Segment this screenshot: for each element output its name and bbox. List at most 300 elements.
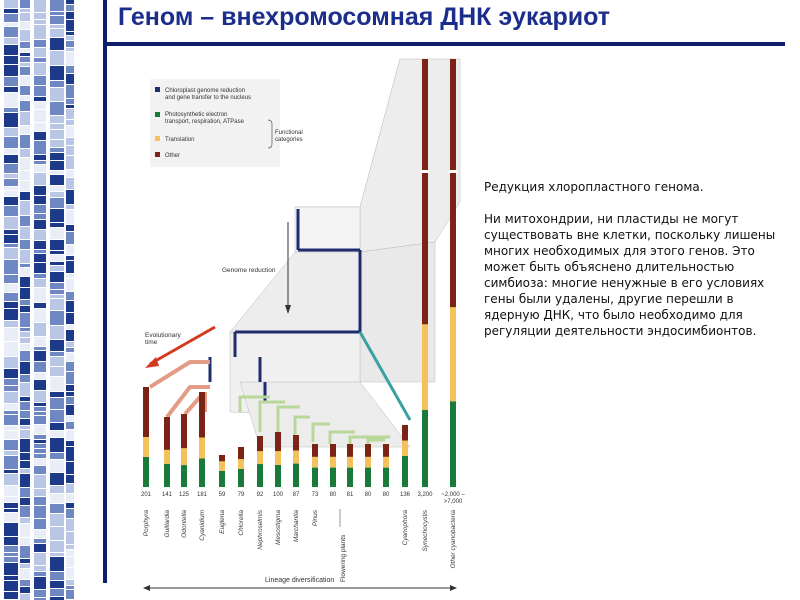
- barcode-band: [66, 462, 74, 474]
- barcode-band: [4, 77, 18, 86]
- barcode-band: [4, 0, 18, 8]
- barcode-band: [34, 403, 46, 406]
- barcode-band: [20, 63, 30, 66]
- barcode-band: [66, 557, 74, 567]
- barcode-band: [66, 0, 74, 4]
- barcode-band: [34, 196, 46, 204]
- barcode-band: [66, 503, 74, 508]
- barcode-band: [66, 225, 74, 231]
- gene-bar-segment: [347, 457, 353, 468]
- barcode-band: [66, 48, 74, 51]
- barcode-band: [50, 460, 64, 472]
- gene-count-label: 81: [346, 492, 354, 498]
- barcode-band: [34, 590, 46, 597]
- barcode-band: [50, 299, 64, 310]
- gene-bar-segment: [402, 456, 408, 487]
- barcode-band: [34, 220, 46, 229]
- body-paragraph-main: Ни митохондрии, ни пластиды не могут существовать вне клетки, поскольку лишены многих необходимых для этого генов. Это может быть объяснено длительностью симбиоза: многие ненужные в его условиях гены были удалены, другие перешли в ядерную ДНК, что было необходимо для регуляции деятельности эндосимбионтов.: [484, 212, 776, 338]
- barcode-band: [66, 66, 74, 73]
- legend-swatch-chloroplast: [155, 87, 160, 92]
- barcode-band: [20, 0, 30, 8]
- barcode-band: [66, 20, 74, 31]
- barcode-band: [34, 449, 46, 453]
- barcode-band: [20, 453, 30, 460]
- barcode-band: [4, 187, 18, 190]
- barcode-band: [34, 40, 46, 47]
- barcode-band: [50, 527, 64, 540]
- barcode-band: [20, 240, 30, 249]
- barcode-band: [34, 459, 46, 465]
- gene-bar-segment: [450, 59, 456, 307]
- barcode-band: [50, 266, 64, 271]
- barcode-band: [34, 97, 46, 101]
- barcode-band: [66, 494, 74, 502]
- barcode-band: [66, 41, 74, 47]
- barcode-band: [20, 126, 30, 134]
- barcode-band: [20, 268, 30, 276]
- gene-count-label: 181: [196, 492, 208, 498]
- gene-bar-segment: [219, 461, 225, 471]
- barcode-band: [20, 76, 30, 85]
- barcode-band: [66, 342, 74, 347]
- barcode-band: [50, 81, 64, 87]
- barcode-band: [66, 330, 74, 341]
- gene-bar-segment: [293, 451, 299, 464]
- barcode-band: [50, 283, 64, 289]
- barcode-band: [34, 186, 46, 195]
- barcode-band: [66, 362, 74, 371]
- barcode-band: [20, 216, 30, 226]
- barcode-band: [66, 52, 74, 65]
- barcode-band: [4, 149, 18, 154]
- taxon-name-label: Other cyanobacteria: [450, 510, 457, 569]
- barcode-band: [50, 541, 64, 552]
- barcode-band: [50, 223, 64, 227]
- legend-label-other: Other: [165, 153, 181, 159]
- barcode-band: [4, 440, 18, 450]
- barcode-band: [34, 132, 46, 140]
- gene-count-labels: [141, 492, 465, 505]
- barcode-band: [4, 411, 18, 414]
- barcode-band: [4, 248, 18, 259]
- axis-arrowhead-right: [450, 585, 457, 591]
- barcode-band: [34, 416, 46, 424]
- gene-count-label: 80: [382, 492, 390, 498]
- gene-bar-segment: [199, 438, 205, 459]
- barcode-band: [4, 113, 18, 127]
- barcode-band: [66, 245, 74, 255]
- gene-bar-segment: [312, 457, 318, 468]
- barcode-band: [66, 210, 74, 224]
- barcode-band: [50, 504, 64, 513]
- gene-count-label: 79: [237, 492, 245, 498]
- barcode-band: [66, 509, 74, 518]
- barcode-band: [20, 564, 30, 568]
- gene-bar-segment: [181, 448, 187, 465]
- barcode-band: [66, 32, 74, 35]
- barcode-band: [34, 351, 46, 361]
- barcode-band: [50, 116, 64, 123]
- gene-bar-segment: [365, 468, 371, 487]
- barcode-band: [34, 454, 46, 458]
- barcode-band: [50, 140, 64, 147]
- barcode-band: [66, 590, 74, 599]
- barcode-band: [66, 156, 74, 169]
- barcode-band: [20, 362, 30, 374]
- barcode-band: [66, 205, 74, 209]
- barcode-band: [20, 227, 30, 239]
- barcode-band: [66, 109, 74, 119]
- barcode-band: [34, 241, 46, 249]
- barcode-band: [34, 530, 46, 538]
- barcode-band: [34, 489, 46, 496]
- barcode-band: [20, 587, 30, 593]
- barcode-band: [50, 175, 64, 185]
- barcode-band: [34, 519, 46, 529]
- barcode-band: [66, 550, 74, 556]
- barcode-band: [66, 12, 74, 19]
- dna-barcode-strip: [0, 0, 75, 600]
- barcode-band: [20, 506, 30, 517]
- barcode-band: [4, 27, 18, 37]
- barcode-band: [66, 178, 74, 189]
- gene-count-label: 125: [178, 492, 190, 498]
- taxon-name-label: Synechocystis: [422, 510, 429, 552]
- barcode-band: [50, 367, 64, 376]
- barcode-band: [20, 67, 30, 75]
- bar-break-mark: [421, 170, 429, 173]
- gene-bar-segment: [219, 471, 225, 487]
- gene-count-label: 136: [399, 492, 411, 498]
- barcode-band: [50, 209, 64, 222]
- barcode-band: [50, 161, 64, 170]
- gene-count-label: ~2,000 – >7,000: [441, 492, 465, 505]
- flowering-plants-label: Flowering plants: [340, 534, 347, 582]
- barcode-band: [4, 302, 18, 308]
- gene-bar-segment: [143, 437, 149, 457]
- barcode-band: [66, 313, 74, 324]
- barcode-band: [34, 506, 46, 518]
- barcode-band: [4, 197, 18, 205]
- taxon-name-label: Chlorella: [238, 510, 245, 536]
- legend-label-chloroplast: Chloroplast genome reduction and gene transfer to the nucleus: [165, 88, 252, 101]
- barcode-band: [50, 423, 64, 430]
- barcode-band: [50, 311, 64, 325]
- barcode-band: [50, 494, 64, 503]
- axis-arrowhead-left: [143, 585, 150, 591]
- barcode-band: [4, 87, 18, 92]
- barcode-band: [4, 503, 18, 508]
- barcode-band: [50, 66, 64, 80]
- legend-group-label: Functional categories: [275, 130, 303, 143]
- barcode-band: [66, 256, 74, 260]
- barcode-band: [20, 250, 30, 263]
- barcode-band: [4, 93, 18, 107]
- gene-bar-segment: [365, 457, 371, 468]
- barcode-band: [50, 486, 64, 493]
- barcode-band: [50, 514, 64, 526]
- barcode-band: [20, 22, 30, 29]
- barcode-band: [4, 217, 18, 229]
- barcode-band: [50, 153, 64, 160]
- gene-bar-segment: [219, 455, 225, 461]
- barcode-band: [66, 475, 74, 483]
- barcode-band: [34, 161, 46, 164]
- barcode-band: [34, 263, 46, 273]
- barcode-band: [4, 474, 18, 485]
- barcode-band: [34, 440, 46, 443]
- barcode-band: [4, 456, 18, 469]
- barcode-band: [4, 128, 18, 136]
- barcode-band: [20, 488, 30, 497]
- barcode-band: [34, 444, 46, 448]
- barcode-band: [34, 288, 46, 302]
- taxon-name-label: Guillardia: [164, 510, 171, 538]
- barcode-band: [34, 173, 46, 185]
- barcode-band: [66, 301, 74, 312]
- barcode-band: [66, 146, 74, 155]
- evolutionary-time-label: Evolutionary time: [145, 332, 181, 346]
- gene-bar-segment: [257, 451, 263, 464]
- barcode-band: [4, 426, 18, 430]
- barcode-band: [50, 589, 64, 596]
- barcode-band: [66, 519, 74, 531]
- barcode-band: [34, 435, 46, 439]
- barcode-band: [34, 155, 46, 160]
- barcode-band: [50, 38, 64, 50]
- gene-bar-segment: [293, 435, 299, 451]
- gene-count-label: 201: [140, 492, 152, 498]
- barcode-band: [34, 373, 46, 379]
- barcode-band: [20, 594, 30, 600]
- barcode-band: [4, 386, 18, 391]
- barcode-band: [50, 240, 64, 250]
- gene-bar-segment: [365, 444, 371, 457]
- barcode-band: [20, 101, 30, 111]
- barcode-band: [34, 309, 46, 322]
- barcode-band: [66, 430, 74, 440]
- barcode-band: [34, 58, 46, 62]
- gene-bar-segment: [199, 392, 205, 438]
- barcode-band: [20, 469, 30, 473]
- gene-count-label: 87: [292, 492, 300, 498]
- barcode-band: [34, 497, 46, 505]
- barcode-band: [20, 288, 30, 299]
- barcode-band: [34, 362, 46, 372]
- gene-count-label: 100: [272, 492, 284, 498]
- barcode-band: [20, 49, 30, 52]
- barcode-band: [66, 5, 74, 11]
- gene-bar-segment: [312, 444, 318, 457]
- barcode-band: [50, 12, 64, 15]
- barcode-band: [4, 392, 18, 403]
- barcode-band: [20, 474, 30, 487]
- barcode-band: [20, 397, 30, 401]
- barcode-band: [4, 553, 18, 556]
- barcode-band: [34, 475, 46, 488]
- gene-bar-segment: [257, 436, 263, 451]
- taxon-name-label: Euglena: [219, 510, 226, 534]
- barcode-band: [20, 426, 30, 429]
- barcode-band: [50, 295, 64, 298]
- barcode-band: [4, 191, 18, 196]
- barcode-band: [50, 557, 64, 571]
- taxon-name-label: Cyanophora: [402, 510, 409, 546]
- gene-count-label: 80: [329, 492, 337, 498]
- barcode-band: [4, 275, 18, 283]
- barcode-band: [4, 260, 18, 274]
- barcode-band: [4, 576, 18, 580]
- gene-bar-segment: [383, 444, 389, 457]
- barcode-band: [20, 538, 30, 545]
- barcode-band: [34, 380, 46, 390]
- barcode-band: [66, 447, 74, 461]
- barcode-band: [20, 9, 30, 12]
- barcode-band: [4, 431, 18, 439]
- barcode-band: [66, 545, 74, 549]
- barcode-band: [50, 0, 64, 11]
- barcode-band: [20, 419, 30, 425]
- barcode-band: [50, 130, 64, 139]
- gene-bar-segment: [164, 450, 170, 464]
- barcode-band: [4, 309, 18, 320]
- barcode-band: [66, 568, 74, 579]
- barcode-band: [4, 379, 18, 385]
- barcode-band: [20, 86, 30, 95]
- barcode-band: [50, 25, 64, 28]
- barcode-band: [34, 539, 46, 543]
- gene-bar-segment: [143, 387, 149, 437]
- barcode-band: [34, 347, 46, 350]
- legend-label-photosynthetic: Photosynthetic electron transport, respiration, ATPase: [165, 112, 244, 125]
- barcode-band: [4, 486, 18, 496]
- barcode-band: [4, 415, 18, 425]
- legend-swatch-translation: [155, 136, 160, 141]
- gene-bar-segment: [275, 432, 281, 451]
- barcode-band: [20, 149, 30, 157]
- barcode-band: [4, 179, 18, 186]
- barcode-band: [66, 372, 74, 384]
- barcode-band: [66, 170, 74, 177]
- barcode-band: [4, 451, 18, 455]
- barcode-band: [4, 174, 18, 178]
- slide-title: Геном – внехромосомная ДНК эукариот: [118, 3, 611, 31]
- legend-swatch-photosynthetic: [155, 112, 160, 117]
- gene-bar-segment: [238, 447, 244, 459]
- barcode-band: [34, 577, 46, 589]
- barcode-band: [4, 244, 18, 247]
- barcode-band: [4, 369, 18, 378]
- barcode-band: [66, 274, 74, 278]
- barcode-band: [50, 124, 64, 129]
- barcode-band: [34, 123, 46, 131]
- gene-bar-segment: [347, 468, 353, 487]
- barcode-band: [34, 48, 46, 57]
- barcode-band: [50, 192, 64, 197]
- gene-count-label: 59: [218, 492, 226, 498]
- legend-swatch-other: [155, 152, 160, 157]
- taxon-name-label: Nephroselmis: [257, 510, 264, 550]
- barcode-band: [34, 544, 46, 552]
- barcode-band: [50, 148, 64, 152]
- barcode-band: [4, 321, 18, 327]
- barcode-band: [20, 411, 30, 418]
- barcode-band: [66, 85, 74, 98]
- barcode-band: [20, 344, 30, 350]
- gene-bar-segment: [383, 457, 389, 468]
- barcode-band: [20, 42, 30, 48]
- barcode-band: [4, 23, 18, 26]
- barcode-band: [4, 513, 18, 522]
- gene-bar-segment: [164, 417, 170, 450]
- barcode-band: [66, 99, 74, 104]
- barcode-band: [34, 0, 46, 12]
- barcode-band: [34, 76, 46, 85]
- gene-bar-segment: [450, 401, 456, 487]
- barcode-band: [4, 284, 18, 292]
- barcode-band: [20, 498, 30, 505]
- gene-bar-segment: [402, 425, 408, 441]
- barcode-band: [20, 546, 30, 558]
- taxon-name-labels: [143, 509, 457, 568]
- barcode-band: [4, 293, 18, 301]
- barcode-band: [50, 186, 64, 191]
- barcode-band: [50, 262, 64, 265]
- barcode-band: [66, 416, 74, 421]
- barcode-band: [34, 391, 46, 402]
- barcode-band: [50, 255, 64, 261]
- gene-bar-segment: [257, 464, 263, 487]
- barcode-band: [66, 532, 74, 544]
- barcode-band: [4, 404, 18, 410]
- barcode-band: [4, 38, 18, 44]
- gene-bar-segment: [450, 307, 456, 401]
- barcode-band: [66, 105, 74, 108]
- barcode-band: [4, 65, 18, 76]
- barcode-band: [50, 326, 64, 339]
- barcode-band: [34, 412, 46, 415]
- barcode-band: [20, 383, 30, 396]
- barcode-band: [50, 572, 64, 580]
- barcode-band: [4, 45, 18, 55]
- barcode-band: [20, 569, 30, 579]
- barcode-band: [50, 453, 64, 459]
- gene-bar-segment: [275, 451, 281, 465]
- genome-reduction-label: Genome reduction: [222, 267, 276, 274]
- barcode-band: [50, 290, 64, 294]
- taxon-name-label: Odontella: [181, 510, 188, 538]
- barcode-band: [66, 232, 74, 244]
- barcode-band: [20, 313, 30, 327]
- barcode-band: [50, 198, 64, 208]
- barcode-band: [4, 470, 18, 473]
- barcode-band: [34, 86, 46, 96]
- barcode-band: [66, 36, 74, 40]
- gene-bar-segment: [422, 324, 428, 410]
- barcode-band: [4, 230, 18, 234]
- barcode-band: [50, 581, 64, 588]
- barcode-band: [20, 338, 30, 343]
- barcode-band: [4, 137, 18, 148]
- horizontal-accent-line: [103, 42, 785, 46]
- barcode-band: [66, 392, 74, 396]
- barcode-band: [50, 171, 64, 174]
- barcode-band: [66, 292, 74, 300]
- barcode-band: [34, 25, 46, 39]
- gene-count-label: 73: [311, 492, 319, 498]
- barcode-band: [50, 51, 64, 65]
- gene-count-label: 80: [364, 492, 372, 498]
